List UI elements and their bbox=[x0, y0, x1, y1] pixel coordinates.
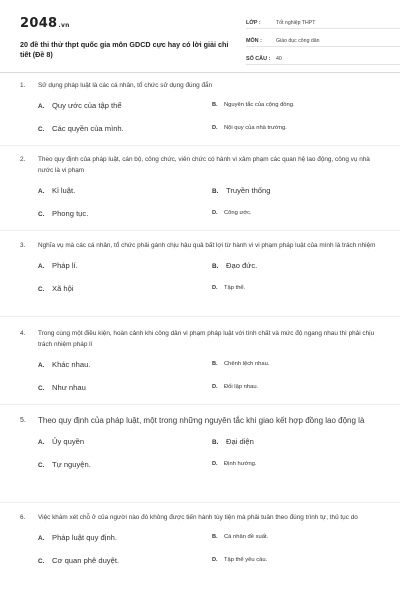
document-header bbox=[20, 12, 382, 66]
document-title: 20 đề thi thử thpt quốc gia môn GDCD cực hay có lời giải chi tiết (Đề 8) bbox=[20, 40, 229, 59]
option-letter: A. bbox=[38, 362, 45, 369]
option-d[interactable] bbox=[212, 285, 245, 291]
option-letter: B. bbox=[212, 102, 218, 108]
option-letter: D. bbox=[212, 285, 218, 291]
option-b[interactable] bbox=[212, 261, 257, 270]
option-d[interactable] bbox=[212, 210, 252, 216]
option-text: Kỉ luật. bbox=[52, 186, 76, 195]
question-separator bbox=[0, 502, 400, 503]
option-letter: C. bbox=[38, 462, 45, 469]
option-text: Đại diện bbox=[226, 437, 254, 446]
option-b[interactable] bbox=[212, 186, 270, 195]
question-separator bbox=[0, 316, 400, 317]
answer-options bbox=[20, 433, 382, 477]
option-b[interactable] bbox=[212, 437, 254, 446]
question-number: 6. bbox=[20, 514, 26, 521]
meta-value: Giáo dục công dân bbox=[276, 38, 320, 44]
option-letter: C. bbox=[38, 126, 45, 133]
question-1 bbox=[20, 80, 382, 141]
question-number: 2. bbox=[20, 156, 26, 163]
option-text: Công ước. bbox=[224, 210, 252, 216]
question-5 bbox=[20, 414, 382, 477]
question-stem bbox=[20, 414, 382, 427]
option-letter: A. bbox=[38, 188, 45, 195]
option-letter: D. bbox=[212, 461, 218, 467]
option-text: Truyền thống bbox=[226, 186, 271, 195]
option-letter: A. bbox=[38, 263, 45, 270]
option-c[interactable] bbox=[38, 124, 124, 133]
question-number: 4. bbox=[20, 330, 26, 337]
option-text: Đạo đức. bbox=[226, 261, 258, 270]
meta-value: Tốt nghiệp THPT bbox=[276, 20, 316, 26]
question-text: Theo quy định của pháp luật, cán bộ, công chức, viên chức có hành vi xâm phạm các quan hệ lao động, công vụ nhà nước là vi phạm bbox=[38, 156, 370, 174]
option-d[interactable] bbox=[212, 461, 257, 467]
option-a[interactable] bbox=[38, 437, 84, 446]
option-text: Như nhau bbox=[52, 383, 86, 392]
question-text: Sử dụng pháp luật là các cá nhân, tổ chức sử dụng đúng đắn bbox=[38, 82, 213, 89]
option-c[interactable] bbox=[38, 383, 86, 392]
meta-label: MÔN : bbox=[246, 38, 262, 44]
logo-text: 2048 bbox=[20, 16, 58, 31]
option-letter: C. bbox=[38, 211, 45, 218]
option-text: Xã hội bbox=[52, 284, 74, 293]
question-stem bbox=[20, 154, 382, 176]
question-3 bbox=[20, 240, 382, 301]
answer-options bbox=[20, 97, 382, 141]
option-d[interactable] bbox=[212, 557, 267, 563]
option-b[interactable] bbox=[212, 361, 269, 367]
option-letter: A. bbox=[38, 103, 45, 110]
question-text: Việc khám xét chỗ ở của người nào đó không được tiến hành tùy tiện mà phải tuân theo đúng trình tự, thủ tục do bbox=[38, 514, 358, 521]
option-letter: D. bbox=[212, 384, 218, 390]
question-text: Trong cùng một điều kiện, hoàn cảnh khi công dân vi phạm pháp luật với tính chất và mức độ ngang nhau thì phải chịu trách nhiệm pháp lí bbox=[38, 330, 375, 348]
option-a[interactable] bbox=[38, 533, 117, 542]
option-c[interactable] bbox=[38, 556, 119, 565]
option-text: Phong tục. bbox=[52, 209, 89, 218]
option-b[interactable] bbox=[212, 102, 295, 108]
option-text: Pháp lí. bbox=[52, 261, 78, 270]
option-letter: B. bbox=[212, 263, 219, 270]
question-4 bbox=[20, 328, 382, 400]
answer-options bbox=[20, 257, 382, 301]
question-separator bbox=[0, 145, 400, 146]
option-text: Tập thể. bbox=[224, 285, 246, 291]
question-stem bbox=[20, 80, 382, 91]
option-text: Khác nhau. bbox=[52, 360, 91, 369]
meta-value: 40 bbox=[276, 56, 282, 62]
question-number: 1. bbox=[20, 82, 26, 89]
option-letter: B. bbox=[212, 439, 219, 446]
question-6 bbox=[20, 512, 382, 573]
answer-options bbox=[20, 356, 382, 400]
question-number: 5. bbox=[20, 417, 26, 424]
option-text: Quy ước của tập thể bbox=[52, 101, 122, 110]
option-text: Các quyền của mình. bbox=[52, 124, 124, 133]
answer-options bbox=[20, 529, 382, 573]
header-divider bbox=[0, 72, 400, 73]
question-separator bbox=[0, 404, 400, 405]
option-letter: D. bbox=[212, 125, 218, 131]
option-a[interactable] bbox=[38, 261, 78, 270]
question-stem bbox=[20, 328, 382, 350]
option-text: Nội quy của nhà trường. bbox=[224, 125, 287, 131]
option-text: Chênh lệch nhau. bbox=[224, 361, 270, 367]
option-d[interactable] bbox=[212, 384, 258, 390]
option-text: Tự nguyện. bbox=[52, 460, 91, 469]
question-separator bbox=[0, 230, 400, 231]
document-meta bbox=[246, 14, 400, 68]
question-text: Nghĩa vụ mà các cá nhân, tổ chức phải gánh chịu hậu quả bất lợi từ hành vi vi phạm pháp luật của mình là trách nhiệm bbox=[38, 242, 376, 249]
site-logo[interactable] bbox=[20, 16, 70, 31]
option-letter: B. bbox=[212, 188, 219, 195]
question-2 bbox=[20, 154, 382, 226]
option-letter: A. bbox=[38, 535, 45, 542]
question-text: Theo quy định của pháp luật, một trong những nguyên tắc khi giao kết hợp đồng lao động là bbox=[38, 416, 365, 425]
option-text: Tập thể yêu cầu. bbox=[224, 557, 268, 563]
option-letter: B. bbox=[212, 361, 218, 367]
option-letter: D. bbox=[212, 557, 218, 563]
option-text: Cơ quan phê duyệt. bbox=[52, 556, 120, 565]
option-a[interactable] bbox=[38, 186, 75, 195]
option-letter: C. bbox=[38, 286, 45, 293]
option-text: Đối lập nhau. bbox=[224, 384, 259, 390]
meta-row-subject bbox=[246, 32, 400, 47]
option-a[interactable] bbox=[38, 360, 90, 369]
option-c[interactable] bbox=[38, 460, 91, 469]
question-number: 3. bbox=[20, 242, 26, 249]
option-a[interactable] bbox=[38, 101, 122, 110]
option-c[interactable] bbox=[38, 284, 74, 293]
option-c[interactable] bbox=[38, 209, 88, 218]
option-letter: A. bbox=[38, 439, 45, 446]
meta-row-grade bbox=[246, 14, 400, 29]
option-letter: C. bbox=[38, 385, 45, 392]
question-stem bbox=[20, 512, 382, 523]
option-text: Ủy quyền bbox=[52, 437, 85, 446]
option-b[interactable] bbox=[212, 534, 268, 540]
question-stem bbox=[20, 240, 382, 251]
option-letter: B. bbox=[212, 534, 218, 540]
option-d[interactable] bbox=[212, 125, 287, 131]
option-text: Pháp luật quy định. bbox=[52, 533, 118, 542]
answer-options bbox=[20, 182, 382, 226]
logo-domain: .vn bbox=[58, 22, 70, 29]
meta-label: SỐ CÂU : bbox=[246, 56, 271, 62]
option-text: Nguyên tắc của cộng đồng. bbox=[224, 102, 295, 108]
option-letter: C. bbox=[38, 558, 45, 565]
meta-row-question-count bbox=[246, 50, 400, 65]
option-letter: D. bbox=[212, 210, 218, 216]
option-text: Cá nhân đề xuất. bbox=[224, 534, 269, 540]
meta-label: LỚP : bbox=[246, 20, 261, 26]
option-text: Định hướng. bbox=[224, 461, 257, 467]
